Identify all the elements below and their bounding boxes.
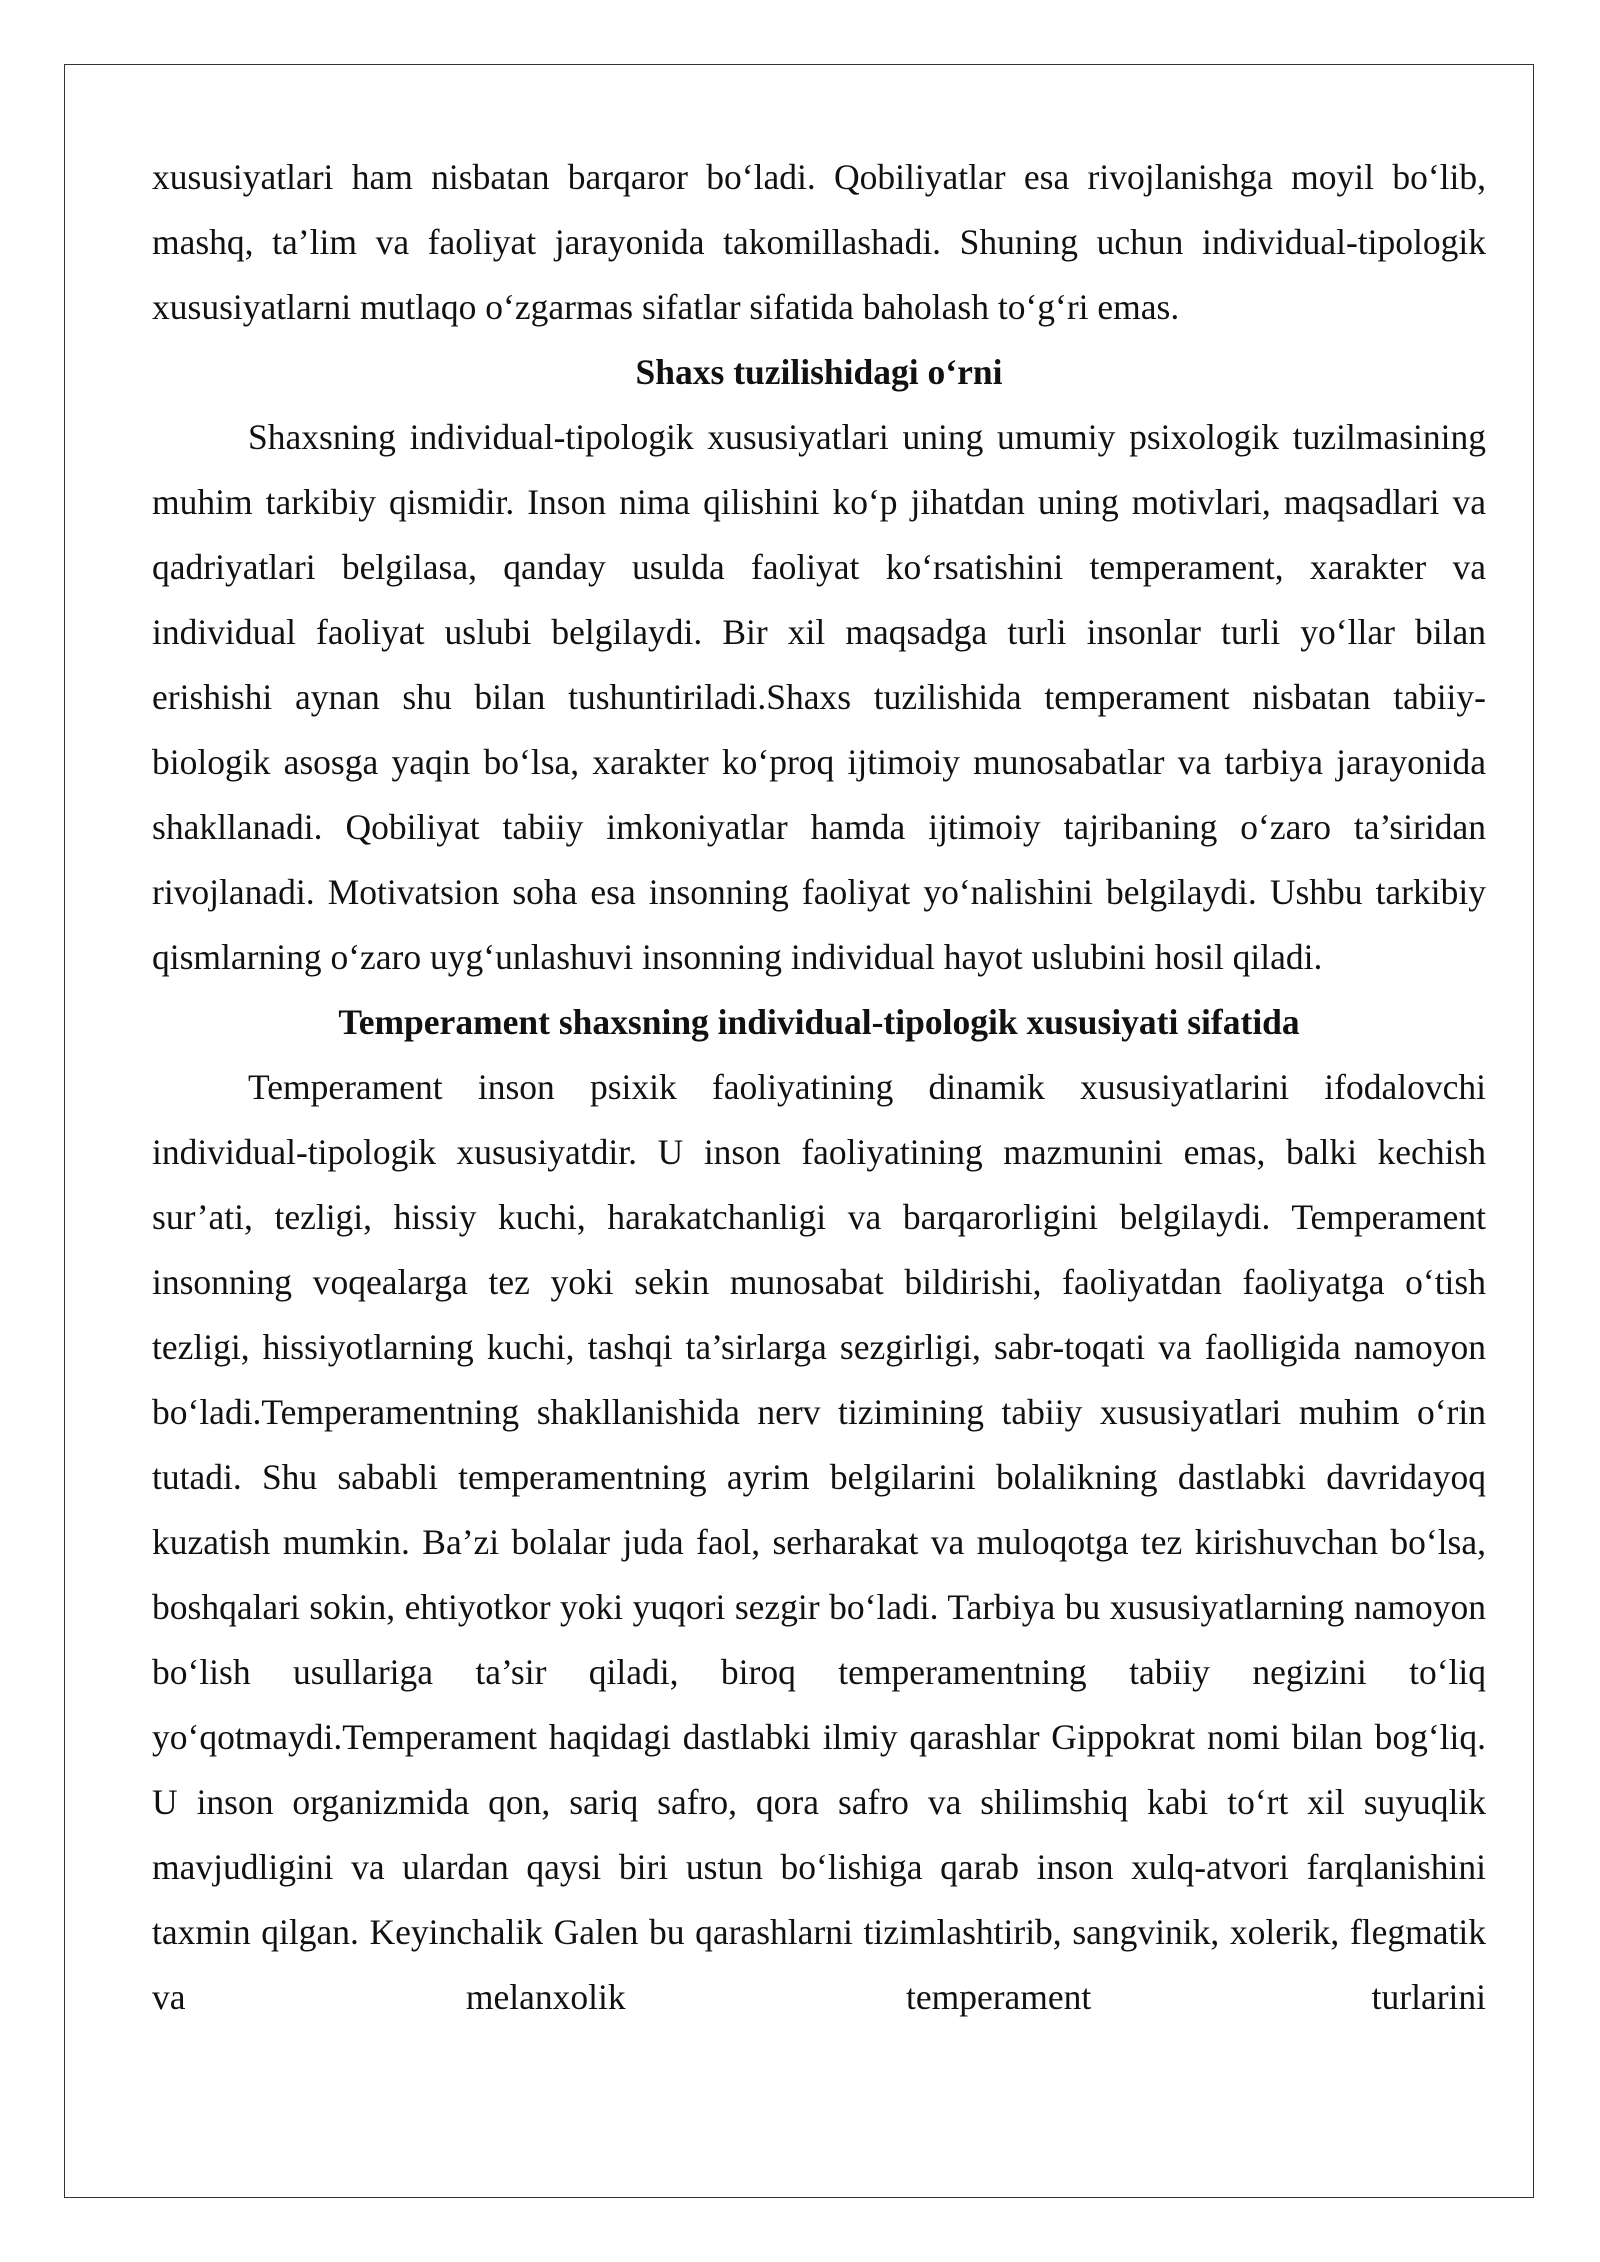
paragraph-intro: xususiyatlari ham nisbatan barqaror bo‘ladi. Qobiliyatlar esa rivojlanishga moyil bo‘lib, mashq, ta’lim va faoliyat jarayonida takomillashadi. Shuning uchun individual-tipologik xususiyatlarni mutlaqo o‘zgarmas sifatlar sifatida baholash to‘g‘ri emas. (152, 157, 1486, 327)
section-heading-structure: Shaxs tuzilishidagi o‘rni (635, 352, 1003, 392)
document-body (152, 145, 1486, 2030)
paragraph-structure: Shaxsning individual-tipologik xususiyatlari uning umumiy psixologik tuzilmasining muhim tarkibiy qismidir. Inson nima qilishini ko‘p jihatdan uning motivlari, maqsadlari va qadriyatlari belgilasa, qanday usulda faoliyat ko‘rsatishini temperament, xarakter va individual faoliyat uslubi belgilaydi. Bir xil maqsadga turli insonlar turli yo‘llar bilan erishishi aynan shu bilan tushuntiriladi.Shaxs tuzilishida temperament nisbatan tabiiy-biologik asosga yaqin bo‘lsa, xarakter ko‘proq ijtimoiy munosabatlar va tarbiya jarayonida shakllanadi. Qobiliyat tabiiy imkoniyatlar hamda ijtimoiy tajribaning o‘zaro ta’siridan rivojlanadi. Motivatsion soha esa insonning faoliyat yo‘nalishini belgilaydi. Ushbu tarkibiy qismlarning o‘zaro uyg‘unlashuvi insonning individual hayot uslubini hosil qiladi. (152, 417, 1486, 977)
section-heading-temperament: Temperament shaxsning individual-tipologik xususiyati sifatida (338, 1002, 1300, 1042)
paragraph-temperament: Temperament inson psixik faoliyatining dinamik xususiyatlarini ifodalovchi individual-tipologik xususiyatdir. U inson faoliyatining mazmunini emas, balki kechish sur’ati, tezligi, hissiy kuchi, harakatchanligi va barqarorligini belgilaydi. Temperament insonning voqealarga tez yoki sekin munosabat bildirishi, faoliyatdan faoliyatga o‘tish tezligi, hissiyotlarning kuchi, tashqi ta’sirlarga sezgirligi, sabr-toqati va faolligida namoyon bo‘ladi.Temperamentning shakllanishida nerv tizimining tabiiy xususiyatlari muhim o‘rin tutadi. Shu sababli temperamentning ayrim belgilarini bolalikning dastlabki davridayoq kuzatish mumkin. Ba’zi bolalar juda faol, serharakat va muloqotga tez kirishuvchan bo‘lsa, boshqalari sokin, ehtiyotkor yoki yuqori sezgir bo‘ladi. Tarbiya bu xususiyatlarning namoyon bo‘lish usullariga ta’sir qiladi, biroq temperamentning tabiiy negizini to‘liq yo‘qotmaydi.Temperament haqidagi dastlabki ilmiy qarashlar Gippokrat nomi bilan bog‘liq. U inson organizmida qon, sariq safro, qora safro va shilimshiq kabi to‘rt xil suyuqlik mavjudligini va ulardan qaysi biri ustun bo‘lishiga qarab inson xulq-atvori farqlanishini taxmin qilgan. Keyinchalik Galen bu qarashlarni tizimlashtirib, sangvinik, xolerik, flegmatik va melanxolik temperament turlarini (152, 1067, 1486, 2017)
